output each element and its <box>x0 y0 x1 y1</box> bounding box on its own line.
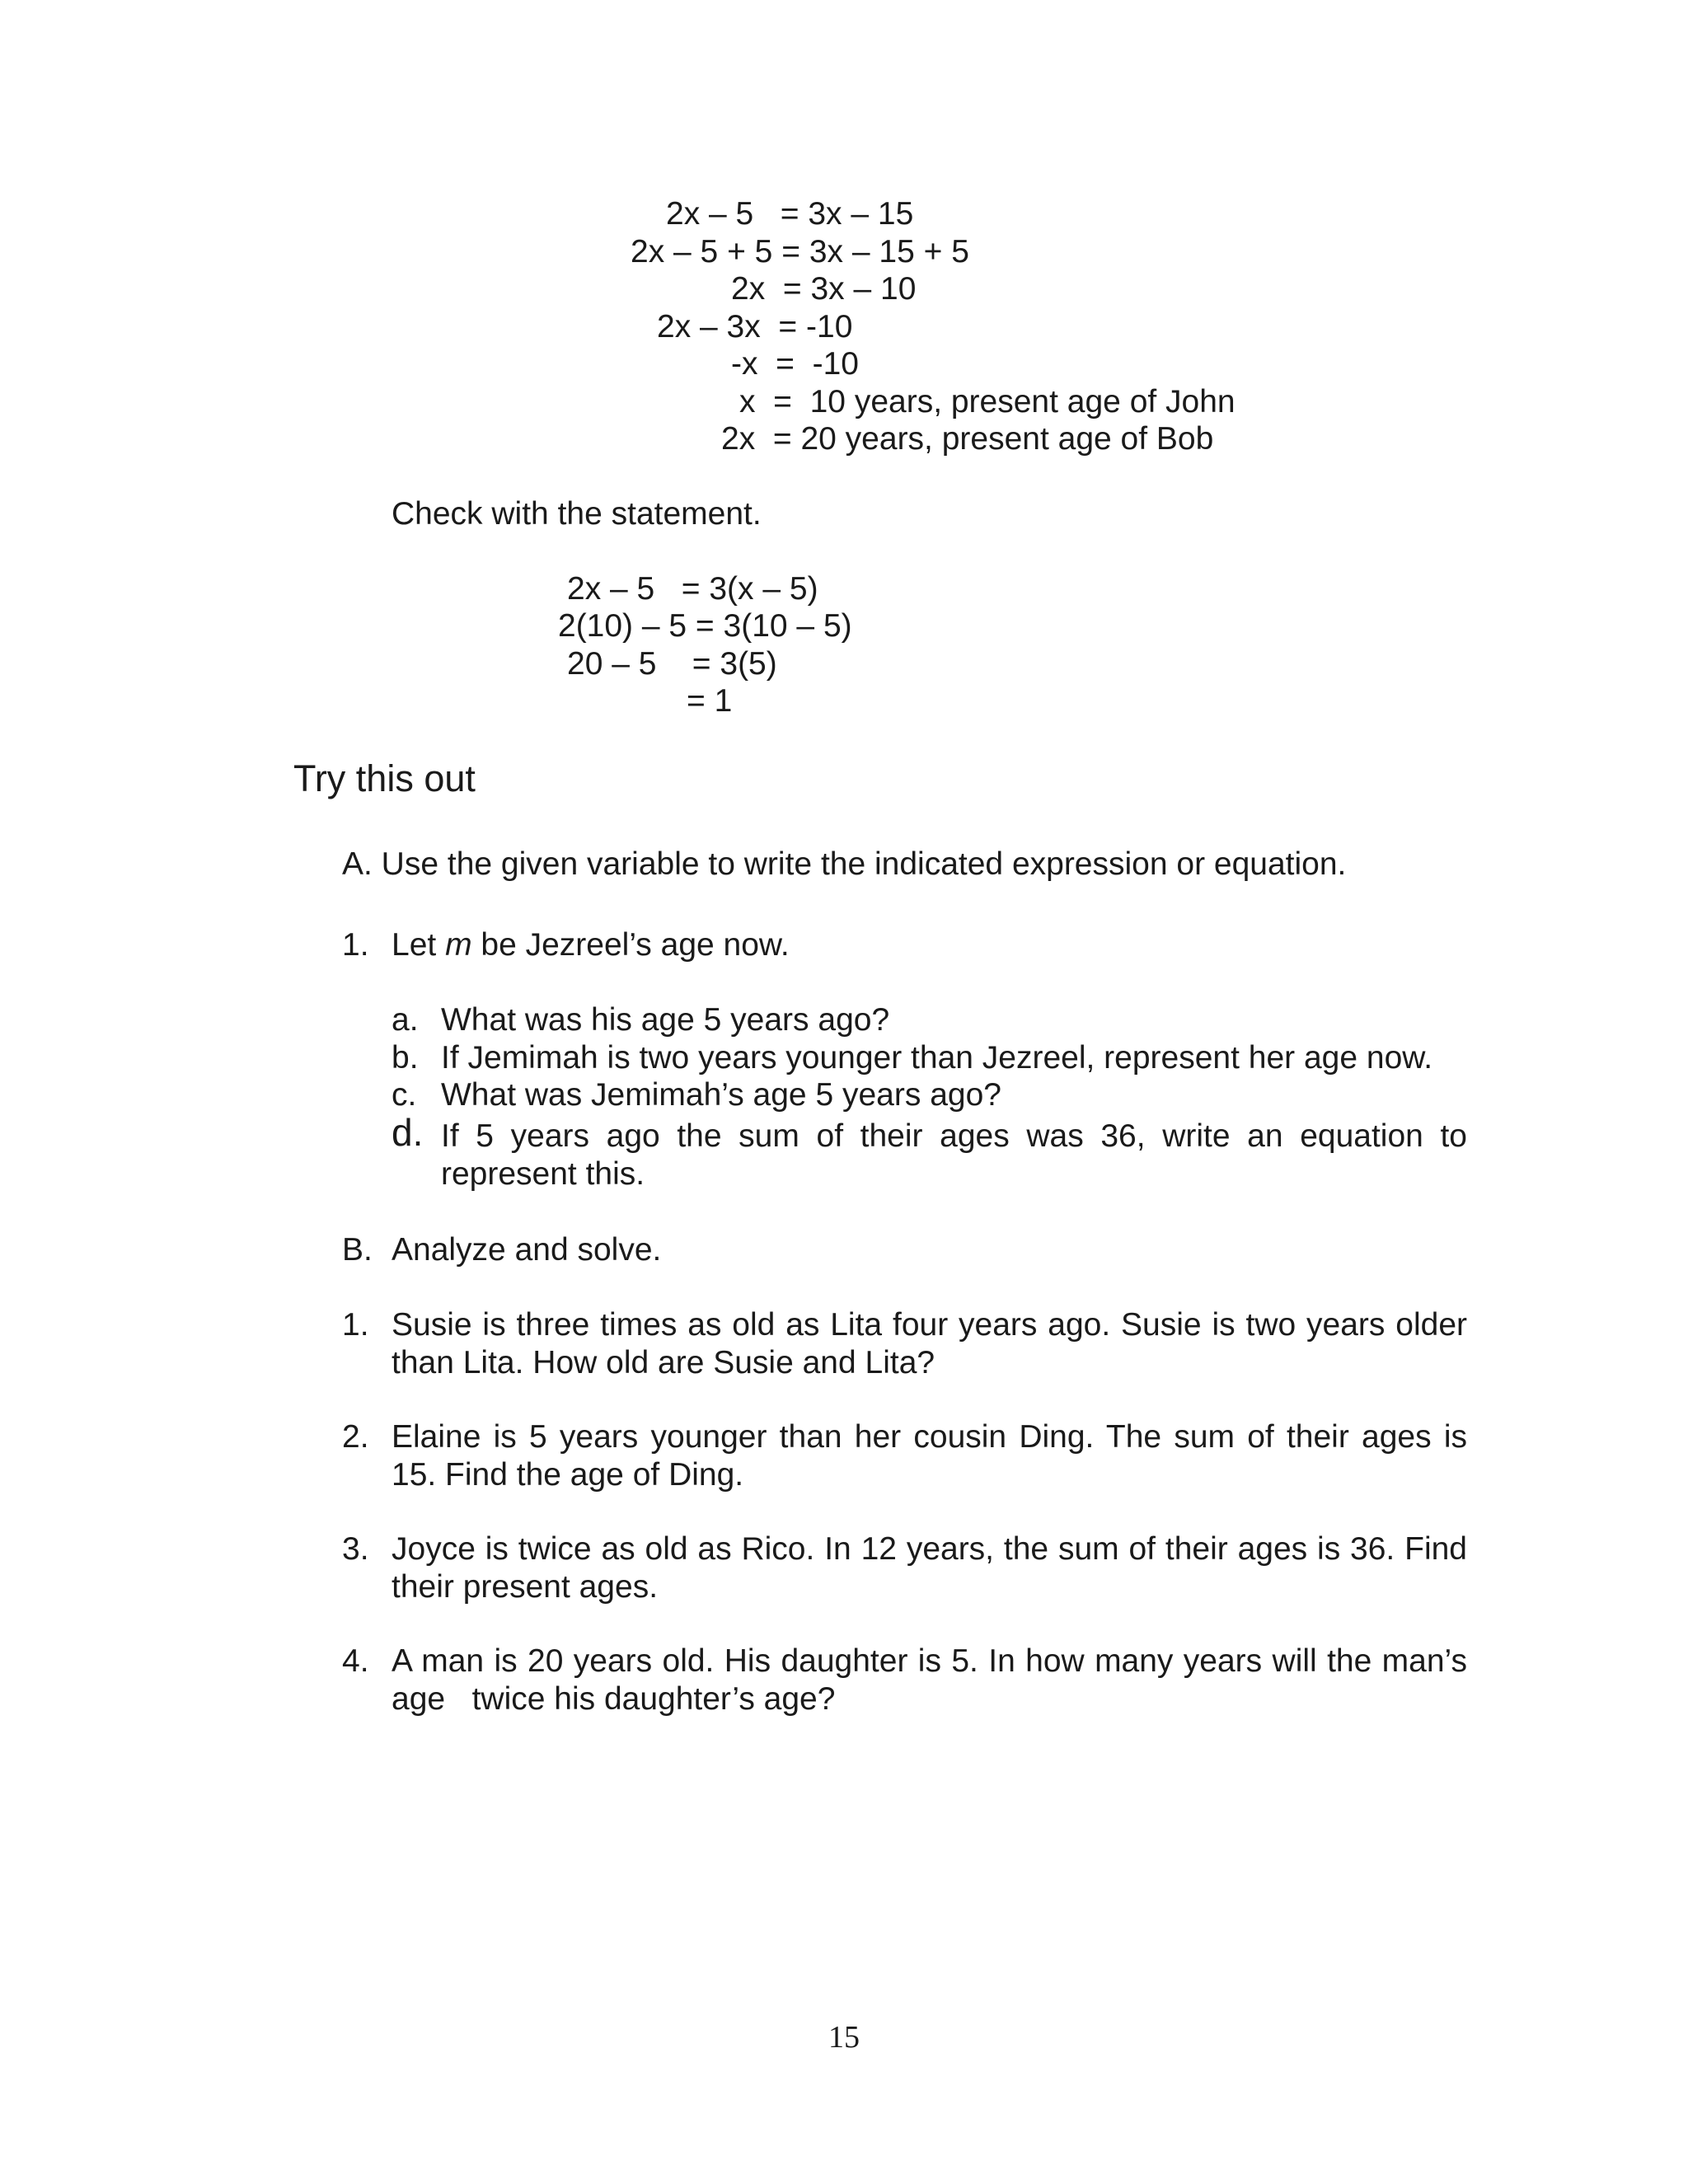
part-a-instruction: A. Use the given variable to write the indicated expression or equation. <box>342 846 1347 882</box>
problem-text: Joyce is twice as old as Rico. In 12 years, the sum of their ages is 36. Find their present ages. <box>392 1531 1467 1605</box>
page-number: 15 <box>828 2020 860 2055</box>
equation-line: 2x – 5 = 3x – 15 <box>666 196 914 232</box>
subitem-marker: b. <box>392 1040 419 1076</box>
equation-line: x = 10 years, present age of John <box>739 384 1236 419</box>
equation-line: 2x – 3x = -10 <box>657 309 853 344</box>
subitem-marker: d. <box>392 1111 424 1154</box>
equation-line: 2x – 5 + 5 = 3x – 15 + 5 <box>631 234 969 269</box>
check-equation-line: 20 – 5 = 3(5) <box>567 646 777 682</box>
subitem-text: What was Jemimah’s age 5 years ago? <box>441 1077 1001 1113</box>
problem-text: A man is 20 years old. His daughter is 5. In how many years will the man’s age twice his daughter’s age? <box>392 1643 1476 1717</box>
item-text-before: Let <box>392 927 446 963</box>
part-b-marker: B. <box>342 1232 373 1268</box>
subitem-text: What was his age 5 years ago? <box>441 1002 890 1038</box>
subitem-text: If Jemimah is two years younger than Jezreel, represent her age now. <box>441 1040 1433 1076</box>
item-text-after: be Jezreel’s age now. <box>471 927 790 963</box>
check-statement: Check with the statement. <box>392 496 762 532</box>
problem-number: 3. <box>342 1531 369 1567</box>
problem-text: Susie is three times as old as Lita four years ago. Susie is two years older than Lita. How old are Susie and Lita? <box>392 1307 1467 1380</box>
variable-m: m <box>445 927 472 963</box>
check-equation-line: = 1 <box>687 683 733 719</box>
check-equation-line: 2(10) – 5 = 3(10 – 5) <box>558 608 852 644</box>
problem-number: 4. <box>342 1643 369 1679</box>
part-b-instruction: Analyze and solve. <box>392 1232 662 1268</box>
section-heading: Try this out <box>293 757 476 799</box>
item-number: 1. <box>342 927 369 963</box>
subitem-marker: a. <box>392 1002 419 1038</box>
check-equation-line: 2x – 5 = 3(x – 5) <box>567 571 818 607</box>
equation-line: -x = -10 <box>731 346 859 382</box>
problem-text: Elaine is 5 years younger than her cousin Ding. The sum of their ages is 15. Find the age of Ding. <box>392 1419 1467 1493</box>
problem-number: 2. <box>342 1419 369 1455</box>
part-a-item-1 <box>392 926 790 964</box>
equation-line: 2x = 3x – 10 <box>731 271 917 307</box>
problem-number: 1. <box>342 1307 369 1343</box>
subitem-text: If 5 years ago the sum of their ages was 36, write an equation to represent this. <box>441 1118 1467 1192</box>
subitem-marker: c. <box>392 1077 417 1113</box>
equation-line: 2x = 20 years, present age of Bob <box>721 421 1214 457</box>
